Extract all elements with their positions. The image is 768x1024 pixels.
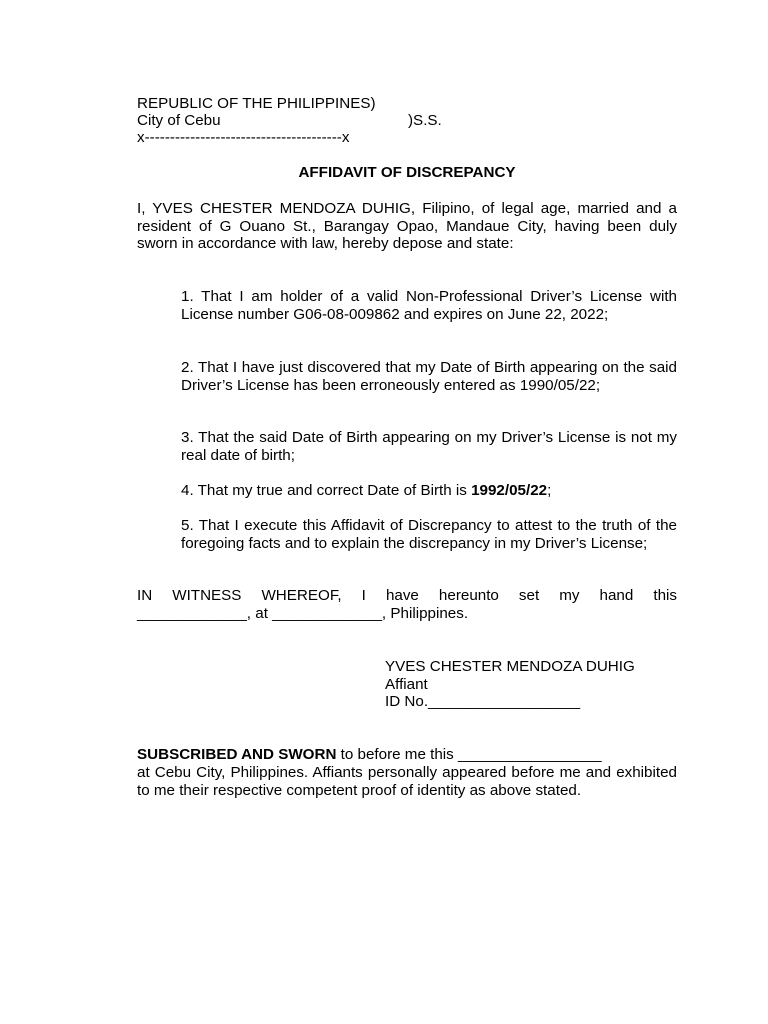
caption-ss: )S.S. — [408, 112, 442, 129]
item-2: 2. That I have just discovered that my Date of Birth appearing on the said Driver’s License has been erroneously entered as 1990/05/22; — [181, 359, 677, 394]
item-5: 5. That I execute this Affidavit of Discrepancy to attest to the truth of the foregoing facts and to explain the discrepancy in my Driver’s License; — [181, 517, 677, 552]
true-birth-date: 1992/05/22 — [471, 482, 548, 499]
item-4-end: ; — [547, 482, 552, 499]
witness-line-2: _____________, at _____________, Philippines. — [137, 605, 469, 622]
jurat-paragraph: at Cebu City, Philippines. Affiants personally appeared before me and exhibited to me their respective competent proof of identity as above stated. — [137, 764, 677, 799]
intro-paragraph: I, YVES CHESTER MENDOZA DUHIG, Filipino, of legal age, married and a resident of G Ouano St., Barangay Opao, Mandaue City, having been duly sworn in accordance with law, hereby depose and state: — [137, 200, 677, 253]
jurat-heading: SUBSCRIBED AND SWORN — [137, 746, 337, 763]
item-1: 1. That I am holder of a valid Non-Professional Driver’s License with License number G06-08-009862 and expires on June 22, 2022; — [181, 288, 677, 323]
jurat-line-1-text: to before me this _________________ — [336, 746, 602, 763]
item-3: 3. That the said Date of Birth appearing on my Driver’s License is not my real date of birth; — [181, 429, 677, 464]
jurat-line-1 — [137, 746, 602, 764]
caption-separator: x---------------------------------------x — [137, 129, 350, 146]
item-4-text: 4. That my true and correct Date of Birth is — [181, 482, 472, 499]
witness-line-1: IN WITNESS WHEREOF, I have hereunto set my hand this — [137, 587, 677, 604]
affiant-label: Affiant — [385, 676, 428, 693]
item-4 — [181, 482, 551, 500]
caption-city: City of Cebu — [137, 112, 221, 129]
affiant-id-line: ID No.__________________ — [385, 693, 581, 710]
caption-republic: REPUBLIC OF THE PHILIPPINES) — [137, 95, 376, 112]
document-title: AFFIDAVIT OF DISCREPANCY — [298, 164, 516, 181]
affiant-name: YVES CHESTER MENDOZA DUHIG — [385, 658, 635, 675]
